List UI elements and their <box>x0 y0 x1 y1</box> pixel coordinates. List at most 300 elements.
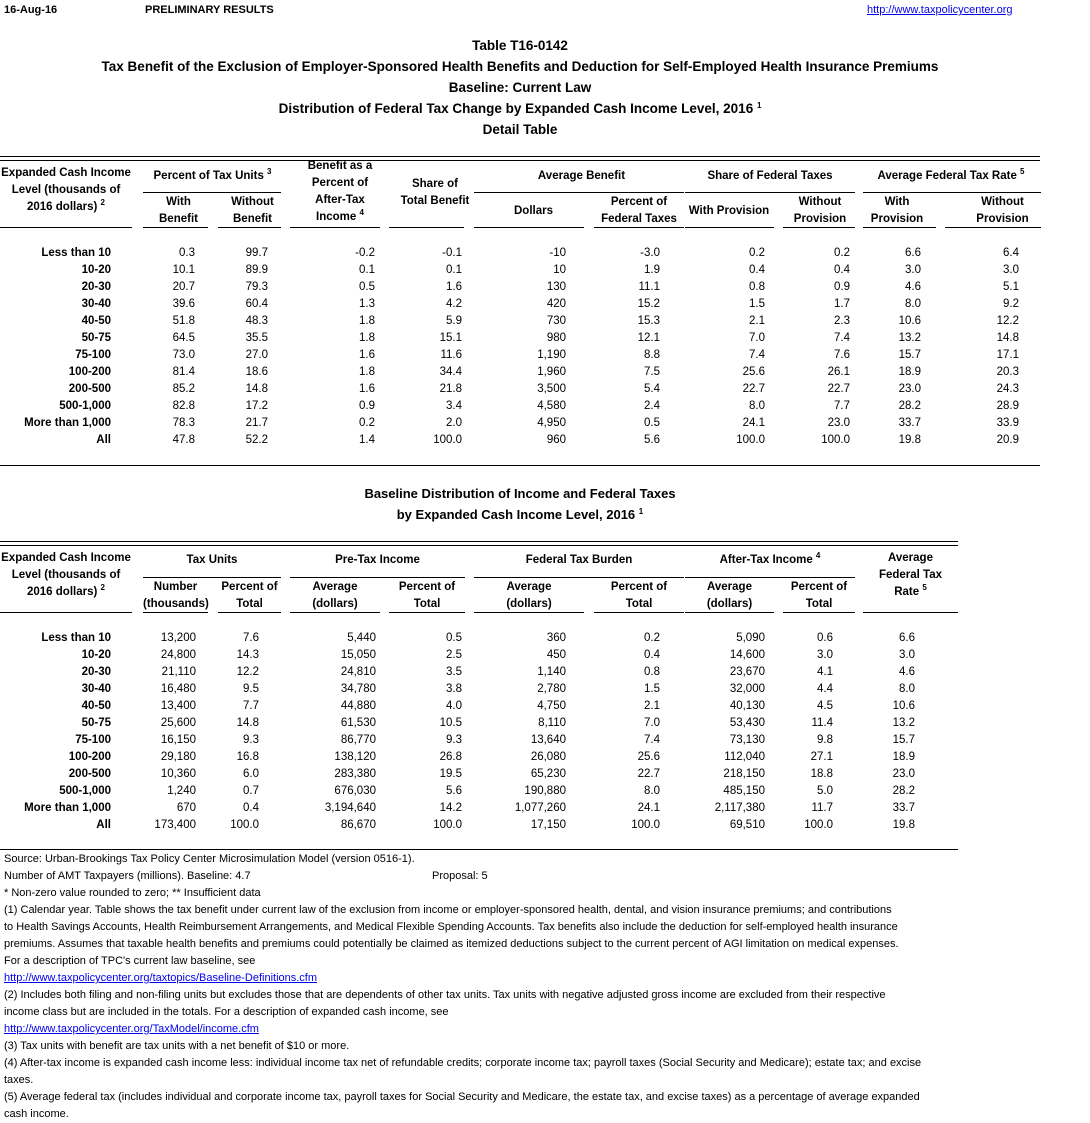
t1-header-share-total: Share of Total Benefit <box>400 178 470 207</box>
t2-rule <box>218 612 281 613</box>
t2-rule <box>0 612 132 613</box>
table-cell: 9.2 <box>1003 298 1019 310</box>
table-cell: 6.6 <box>905 247 921 259</box>
table-cell: 1,190 <box>537 349 566 361</box>
table-cell: 48.3 <box>245 315 268 327</box>
table-cell: 100.0 <box>230 819 259 831</box>
nonzero-note: * Non-zero value rounded to zero; ** Insufficient data <box>4 887 261 899</box>
t2-header-number: Number (thousands) <box>143 581 209 610</box>
row-label: 40-50 <box>81 700 111 712</box>
row-label: 500-1,000 <box>59 785 111 797</box>
table-cell: 100.0 <box>804 819 833 831</box>
main-title: Tax Benefit of the Exclusion of Employer-Sponsored Health Benefits and Deduction for Self-Employed Health Insurance Premiums <box>101 59 939 74</box>
t1-rule-pct-units <box>143 192 281 193</box>
t1-header-avg-fed-rate: Average Federal Tax Rate $^5$ <box>877 167 1025 182</box>
table-cell: 4,580 <box>537 400 566 412</box>
table-cell: 85.2 <box>172 383 195 395</box>
t1-rule <box>474 227 584 228</box>
table-cell: 89.9 <box>245 264 268 276</box>
t2-rule <box>863 612 958 613</box>
t1-rule <box>143 227 208 228</box>
t2-rule <box>685 612 774 613</box>
table-cell: 980 <box>546 332 566 344</box>
footnote-1-cont: to Health Savings Accounts, Health Reimbursement Arrangements, and Medical Flexible Spending Accounts. Tax benefits also include the deduction for self-employed health insurance <box>4 921 898 933</box>
table-cell: 24.1 <box>637 802 660 814</box>
table-cell: 3.8 <box>446 683 462 695</box>
footnote-2: (2) Includes both filing and non-filing units but excludes those that are dependents of other tax units. Tax units with negative adjusted gross income are excluded from their respective <box>4 989 886 1001</box>
table-cell: 23.0 <box>892 768 915 780</box>
t1-rule <box>863 227 936 228</box>
row-label: 10-20 <box>81 264 111 276</box>
row-label: 30-40 <box>81 683 111 695</box>
table-cell: 3.0 <box>817 649 833 661</box>
table-cell: 15.3 <box>637 315 660 327</box>
table-cell: 64.5 <box>172 332 195 344</box>
table-cell: 14,600 <box>729 649 765 661</box>
table-cell: 22.7 <box>637 768 660 780</box>
report-date: 16-Aug-16 <box>4 4 58 16</box>
table-cell: 16.8 <box>236 751 259 763</box>
table-cell: 138,120 <box>334 751 376 763</box>
table-cell: 65,230 <box>530 768 566 780</box>
footnote-4: (4) After-tax income is expanded cash income less: individual income tax net of refundable credits; corporate income tax; payroll taxes (Social Security and Medicare); estate tax; and excise <box>4 1057 922 1069</box>
table-cell: 1.6 <box>446 281 462 293</box>
row-label: 75-100 <box>75 734 111 746</box>
footnote-3: (3) Tax units with benefit are tax units with a net benefit of $10 or more. <box>4 1040 350 1052</box>
table-cell: 23.0 <box>827 417 850 429</box>
table-cell: 69,510 <box>729 819 765 831</box>
baseline-title: Baseline: Current Law <box>448 80 592 95</box>
site-link[interactable]: http://www.taxpolicycenter.org <box>867 4 1013 16</box>
table-cell: 100.0 <box>433 819 462 831</box>
table-cell: 1,240 <box>167 785 196 797</box>
table-cell: 4,750 <box>537 700 566 712</box>
table-cell: 20.3 <box>996 366 1019 378</box>
table-cell: 2.0 <box>446 417 462 429</box>
table-cell: 0.5 <box>644 417 660 429</box>
row-label: Less than 10 <box>41 247 111 259</box>
table-cell: 100.0 <box>631 819 660 831</box>
t1-header-dollars: Dollars <box>514 205 553 217</box>
table-cell: 15.7 <box>892 734 915 746</box>
table-cell: 283,380 <box>334 768 376 780</box>
table-cell: 12.1 <box>637 332 660 344</box>
table-cell: 17.2 <box>245 400 268 412</box>
table-cell: 33.9 <box>996 417 1019 429</box>
table-cell: 15.2 <box>637 298 660 310</box>
t2-rule <box>474 612 584 613</box>
table-cell: 1,960 <box>537 366 566 378</box>
table-cell: 21.8 <box>439 383 462 395</box>
table-cell: 28.2 <box>898 400 921 412</box>
table-cell: 15.7 <box>898 349 921 361</box>
t1-header-with-provision: With Provision <box>688 205 770 217</box>
table-cell: 0.4 <box>834 264 850 276</box>
table-cell: 79.3 <box>245 281 268 293</box>
table-cell: 28.9 <box>996 400 1019 412</box>
row-label: 50-75 <box>81 717 111 729</box>
table-cell: 130 <box>546 281 566 293</box>
table-cell: 17.1 <box>996 349 1019 361</box>
table-cell: 19.5 <box>439 768 462 780</box>
t1-rule <box>389 227 464 228</box>
t2-rule <box>685 577 855 578</box>
t2-header-aftertax-avg: Average (dollars) <box>706 581 753 610</box>
table-cell: 13,200 <box>160 632 196 644</box>
baseline-definitions-link[interactable]: http://www.taxpolicycenter.org/taxtopics/Baseline-Definitions.cfm <box>4 972 318 984</box>
table-cell: 10.6 <box>892 700 915 712</box>
table-cell: 7.0 <box>749 332 765 344</box>
t2-header-pretax-pct: Percent of Total <box>398 581 456 610</box>
table2-title-line1: Baseline Distribution of Income and Federal Taxes <box>364 486 676 501</box>
table-cell: 14.2 <box>439 802 462 814</box>
footnote-2-cont: income class but are included in the totals. For a description of expanded cash income, see <box>4 1006 449 1018</box>
table-cell: 0.8 <box>644 666 660 678</box>
table-cell: 450 <box>546 649 566 661</box>
table-cell: 2.4 <box>644 400 660 412</box>
table-cell: 18.8 <box>810 768 833 780</box>
t2-rule <box>783 612 855 613</box>
table-cell: 10,360 <box>160 768 196 780</box>
table-cell: 0.2 <box>359 417 375 429</box>
t1-header-income-level: Expanded Cash Income Level (thousands of 2016 dollars) $^2$ <box>1 167 131 213</box>
t2-header-units-pct: Percent of Total <box>221 581 278 610</box>
t2-header-fed-burden: Federal Tax Burden <box>525 554 633 566</box>
table-cell: 112,040 <box>724 751 765 763</box>
table-cell: 15.1 <box>439 332 462 344</box>
table-cell: 4.4 <box>817 683 833 695</box>
table-cell: 81.4 <box>172 366 195 378</box>
table-cell: 12.2 <box>996 315 1019 327</box>
table-cell: 4,950 <box>537 417 566 429</box>
table-cell: 11.7 <box>811 802 833 814</box>
table-cell: 1,140 <box>537 666 566 678</box>
t1-rule-avg-rate <box>863 192 1041 193</box>
table-cell: 7.0 <box>644 717 660 729</box>
table-cell: 360 <box>546 632 566 644</box>
t1-rule <box>594 227 684 228</box>
table-cell: 960 <box>546 434 566 446</box>
table-cell: 9.3 <box>243 734 259 746</box>
table-cell: 485,150 <box>723 785 765 797</box>
table-cell: 8.0 <box>749 400 765 412</box>
t2-rule <box>143 577 281 578</box>
table-cell: 4.5 <box>817 700 833 712</box>
t2-rule <box>290 577 465 578</box>
table-cell: 1.3 <box>359 298 375 310</box>
row-label: All <box>96 434 111 446</box>
table-cell: 3.5 <box>446 666 462 678</box>
t1-header-rate-with: With Provision <box>870 196 924 225</box>
table-cell: 11.1 <box>638 281 660 293</box>
t1-header-benefit-pct: Benefit as a Percent of After-Tax Income $^4$ <box>307 160 373 223</box>
footnote-5: (5) Average federal tax (includes individual and corporate income tax, payroll taxes for Social Security and Medicare, the estate tax, and excise taxes) as a percentage of average expanded <box>4 1091 920 1103</box>
table-cell: 14.8 <box>236 717 259 729</box>
income-definition-link[interactable]: http://www.taxpolicycenter.org/TaxModel/income.cfm <box>4 1023 259 1035</box>
table-cell: 0.7 <box>243 785 259 797</box>
table-cell: 18.9 <box>892 751 915 763</box>
amt-baseline-note: Number of AMT Taxpayers (millions). Baseline: 4.7 <box>4 870 251 882</box>
table-cell: 10.1 <box>172 264 195 276</box>
t2-header-aftertax-pct: Percent of Total <box>790 581 848 610</box>
row-label: More than 1,000 <box>24 802 111 814</box>
footnote-5-cont: cash income. <box>4 1108 69 1120</box>
table-cell: 1.6 <box>359 383 375 395</box>
table-cell: 60.4 <box>245 298 268 310</box>
table2-title-line2: by Expanded Cash Income Level, 2016 $^1$ <box>396 507 644 522</box>
row-label: 75-100 <box>75 349 111 361</box>
table-cell: 1.6 <box>359 349 375 361</box>
table-cell: -10 <box>549 247 566 259</box>
table-cell: 0.2 <box>749 247 765 259</box>
table-cell: 17,150 <box>530 819 566 831</box>
table-cell: 26.1 <box>827 366 850 378</box>
table-cell: 173,400 <box>154 819 196 831</box>
table-cell: 0.8 <box>749 281 765 293</box>
table-cell: 5,440 <box>347 632 376 644</box>
table-cell: 0.1 <box>446 264 462 276</box>
table-cell: 3.0 <box>899 649 915 661</box>
t1-header-rate-without: Without Provision <box>976 196 1029 225</box>
table-cell: 44,880 <box>340 700 376 712</box>
table-cell: 21.7 <box>245 417 268 429</box>
table-cell: 99.7 <box>245 247 268 259</box>
table-cell: 52.2 <box>245 434 268 446</box>
row-label: 20-30 <box>81 666 111 678</box>
table-cell: 24.3 <box>996 383 1019 395</box>
table-cell: 2.1 <box>644 700 660 712</box>
table-cell: 0.4 <box>749 264 765 276</box>
table-cell: 7.6 <box>243 632 259 644</box>
t1-header-without-provision: Without Provision <box>793 196 847 225</box>
row-label: 20-30 <box>81 281 111 293</box>
table-cell: 24,800 <box>160 649 196 661</box>
table-cell: 8.0 <box>899 683 915 695</box>
table-id: Table T16-0142 <box>472 38 568 53</box>
table-cell: 1,077,260 <box>514 802 566 814</box>
table-cell: -3.0 <box>640 247 660 259</box>
table-cell: 13,400 <box>160 700 196 712</box>
table-cell: 1.9 <box>644 264 660 276</box>
table-cell: 100.0 <box>736 434 765 446</box>
table-cell: 8.8 <box>644 349 660 361</box>
t1-rule <box>290 227 380 228</box>
row-label: 40-50 <box>81 315 111 327</box>
table-cell: 51.8 <box>172 315 195 327</box>
table-cell: 0.9 <box>834 281 850 293</box>
t1-rule <box>0 227 132 228</box>
t1-rule <box>685 227 774 228</box>
table-cell: 3,500 <box>537 383 566 395</box>
table-cell: 14.3 <box>236 649 259 661</box>
table-cell: 24,810 <box>340 666 376 678</box>
table-cell: 9.8 <box>817 734 833 746</box>
table-cell: 730 <box>546 315 566 327</box>
table-cell: 15,050 <box>340 649 376 661</box>
row-label: 100-200 <box>68 751 111 763</box>
row-label: 50-75 <box>81 332 111 344</box>
table-cell: 73,130 <box>729 734 765 746</box>
table-cell: 0.5 <box>446 632 462 644</box>
table-cell: 0.4 <box>644 649 660 661</box>
table-cell: 5.6 <box>644 434 660 446</box>
t2-rule <box>474 577 684 578</box>
table-cell: 2.1 <box>749 315 765 327</box>
table-cell: 1.5 <box>644 683 660 695</box>
t1-rule <box>218 227 281 228</box>
table-cell: 35.5 <box>245 332 268 344</box>
footnote-4-cont: taxes. <box>4 1074 34 1086</box>
table1-bottom-rule <box>0 465 1040 466</box>
table-cell: 8.0 <box>905 298 921 310</box>
table-cell: 4.6 <box>905 281 921 293</box>
table-cell: 676,030 <box>334 785 376 797</box>
table-cell: 7.4 <box>644 734 660 746</box>
table-cell: 5,090 <box>736 632 765 644</box>
table-cell: 5.1 <box>1003 281 1019 293</box>
table-cell: 6.0 <box>243 768 259 780</box>
table-cell: 3.0 <box>1003 264 1019 276</box>
table-cell: 4.6 <box>899 666 915 678</box>
table-cell: 20.9 <box>996 434 1019 446</box>
table-cell: 14.8 <box>996 332 1019 344</box>
table-cell: 9.3 <box>446 734 462 746</box>
table-cell: 0.9 <box>359 400 375 412</box>
t2-header-pretax-avg: Average (dollars) <box>312 581 358 610</box>
table-cell: 13.2 <box>892 717 915 729</box>
table-cell: 19.8 <box>892 819 915 831</box>
table-cell: 47.8 <box>172 434 195 446</box>
table-cell: 24.1 <box>742 417 765 429</box>
table-cell: 29,180 <box>160 751 196 763</box>
table-cell: 16,150 <box>160 734 196 746</box>
table-cell: 11.6 <box>440 349 462 361</box>
t1-header-pct-tax-units: Percent of Tax Units $^3$ <box>153 167 272 182</box>
row-label: 10-20 <box>81 649 111 661</box>
table-cell: 23.0 <box>898 383 921 395</box>
table-cell: -0.1 <box>442 247 462 259</box>
row-label: All <box>96 819 111 831</box>
t2-header-burden-avg: Average (dollars) <box>506 581 552 610</box>
t1-header-with-benefit: With Benefit <box>159 196 198 225</box>
table-cell: 86,770 <box>340 734 376 746</box>
t2-header-income-level: Expanded Cash Income Level (thousands of 2016 dollars) $^2$ <box>1 552 131 598</box>
table-cell: 6.4 <box>1003 247 1019 259</box>
table2-bottom-rule <box>0 849 958 850</box>
table-cell: 0.2 <box>834 247 850 259</box>
table-cell: 0.3 <box>179 247 195 259</box>
t1-header-avg-benefit: Average Benefit <box>537 170 626 182</box>
t1-rule <box>783 227 855 228</box>
table-cell: 34.4 <box>439 366 462 378</box>
table-cell: 78.3 <box>172 417 195 429</box>
t2-rule <box>389 612 465 613</box>
table-cell: 82.8 <box>172 400 195 412</box>
table-cell: 5.4 <box>644 383 660 395</box>
table-cell: 3.4 <box>446 400 462 412</box>
table-cell: 27.1 <box>810 751 833 763</box>
table-cell: 18.9 <box>898 366 921 378</box>
table-cell: 53,430 <box>729 717 765 729</box>
t2-header-burden-pct: Percent of Total <box>610 581 668 610</box>
table-cell: 25,600 <box>160 717 196 729</box>
table-cell: 0.5 <box>359 281 375 293</box>
table-cell: 5.0 <box>817 785 833 797</box>
t1-header-pct-fed-taxes: Percent of Federal Taxes <box>601 196 677 225</box>
table-cell: 0.4 <box>243 802 259 814</box>
table-cell: 20.7 <box>172 281 195 293</box>
distribution-title: Distribution of Federal Tax Change by Expanded Cash Income Level, 2016 $^1$ <box>278 101 762 116</box>
table-cell: 25.6 <box>742 366 765 378</box>
table-cell: 2.5 <box>446 649 462 661</box>
table-cell: 8,110 <box>538 717 566 729</box>
table-cell: 100.0 <box>821 434 850 446</box>
table-cell: 39.6 <box>172 298 195 310</box>
t1-rule-share-fed <box>685 192 855 193</box>
t2-header-avg-fed-rate: Average Federal Tax Rate $^5$ <box>878 552 943 598</box>
table-cell: 1.5 <box>749 298 765 310</box>
table-cell: 5.9 <box>446 315 462 327</box>
t2-header-aftertax: After-Tax Income $^4$ <box>719 551 821 566</box>
t2-rule <box>594 612 684 613</box>
table-cell: 6.6 <box>899 632 915 644</box>
t2-rule <box>143 612 208 613</box>
table-cell: 190,880 <box>524 785 566 797</box>
table-cell: 420 <box>546 298 566 310</box>
table-cell: 34,780 <box>340 683 376 695</box>
table-cell: 7.4 <box>834 332 850 344</box>
table-cell: 86,670 <box>340 819 376 831</box>
row-label: More than 1,000 <box>24 417 111 429</box>
table-cell: 26.8 <box>439 751 462 763</box>
table-cell: 2,780 <box>537 683 566 695</box>
amt-proposal-note: Proposal: 5 <box>432 870 488 882</box>
table-cell: 7.7 <box>243 700 259 712</box>
table-cell: 0.6 <box>817 632 833 644</box>
table-cell: 3.0 <box>905 264 921 276</box>
table-cell: 40,130 <box>729 700 765 712</box>
table-cell: 2.3 <box>834 315 850 327</box>
table-cell: 27.0 <box>245 349 268 361</box>
table-cell: 4.2 <box>446 298 462 310</box>
row-label: 200-500 <box>68 768 111 780</box>
table-cell: 33.7 <box>898 417 921 429</box>
table-cell: 73.0 <box>172 349 195 361</box>
table-cell: 10.6 <box>898 315 921 327</box>
row-label: 30-40 <box>81 298 111 310</box>
table-cell: 11.4 <box>811 717 833 729</box>
table-cell: 4.0 <box>446 700 462 712</box>
table-cell: 0.1 <box>359 264 375 276</box>
table-cell: 61,530 <box>340 717 376 729</box>
table-cell: 1.8 <box>359 315 375 327</box>
table-cell: 18.6 <box>245 366 268 378</box>
table-cell: 25.6 <box>637 751 660 763</box>
table-cell: 1.8 <box>359 332 375 344</box>
table-cell: 21,110 <box>161 666 196 678</box>
table-cell: 5.6 <box>446 785 462 797</box>
table1-top-rule <box>0 156 1040 161</box>
preliminary-label: PRELIMINARY RESULTS <box>145 4 274 16</box>
table-cell: 23,670 <box>729 666 765 678</box>
table-cell: 100.0 <box>433 434 462 446</box>
table-cell: 7.6 <box>834 349 850 361</box>
table-cell: 1.7 <box>834 298 850 310</box>
detail-title: Detail Table <box>482 122 558 137</box>
table-cell: 7.5 <box>644 366 660 378</box>
table-cell: 7.7 <box>834 400 850 412</box>
footnote-1-cont: premiums. Assumes that taxable health benefits and premiums could potentially be claimed as itemized deductions subject to the current percent of AGI limitation on medical expenses. <box>4 938 899 950</box>
